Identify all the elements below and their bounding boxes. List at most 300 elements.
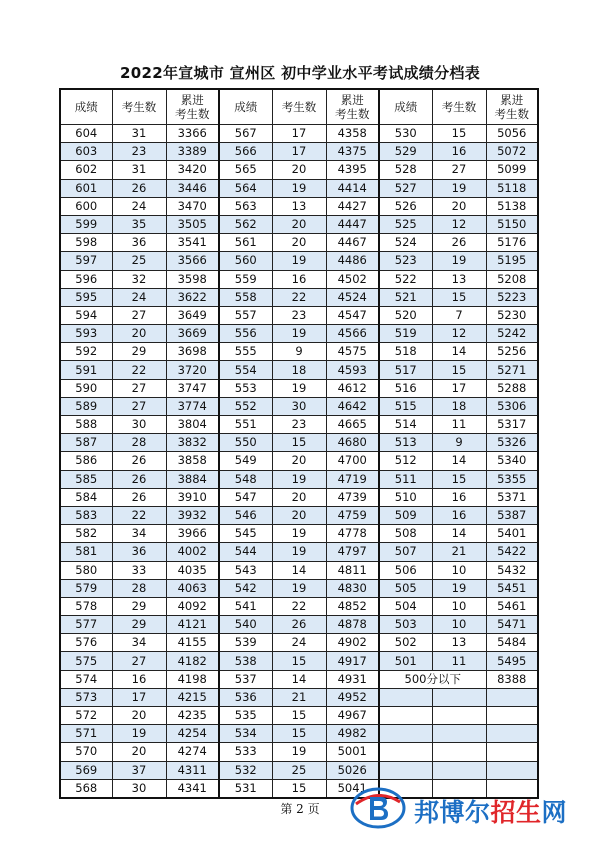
table-cell: 565 <box>219 161 272 179</box>
table-cell: 23 <box>272 416 326 434</box>
table-cell <box>486 761 538 779</box>
table-cell: 568 <box>60 779 112 798</box>
table-cell: 503 <box>379 616 432 634</box>
table-cell: 580 <box>60 561 112 579</box>
table-cell: 34 <box>112 525 166 543</box>
table-cell: 521 <box>379 288 432 306</box>
table-cell: 571 <box>60 725 112 743</box>
table-cell: 16 <box>432 143 486 161</box>
table-cell: 17 <box>272 125 326 143</box>
table-cell: 559 <box>219 270 272 288</box>
table-cell: 13 <box>432 634 486 652</box>
table-cell: 589 <box>60 397 112 415</box>
table-cell: 508 <box>379 525 432 543</box>
table-cell: 553 <box>219 379 272 397</box>
table-cell: 5432 <box>486 561 538 579</box>
table-cell: 5208 <box>486 270 538 288</box>
table-cell: 4414 <box>326 179 379 197</box>
table-cell <box>379 743 432 761</box>
table-cell: 538 <box>219 652 272 670</box>
table-cell: 541 <box>219 597 272 615</box>
table-cell: 10 <box>432 616 486 634</box>
table-cell: 4547 <box>326 306 379 324</box>
table-cell: 27 <box>112 379 166 397</box>
table-row <box>60 470 538 488</box>
table-cell: 5495 <box>486 652 538 670</box>
table-cell: 3966 <box>166 525 219 543</box>
table-cell: 4566 <box>326 325 379 343</box>
table-cell: 20 <box>112 707 166 725</box>
table-cell: 24 <box>112 197 166 215</box>
table-cell: 16 <box>432 506 486 524</box>
table-cell: 17 <box>272 143 326 161</box>
table-cell: 19 <box>272 525 326 543</box>
table-row <box>60 597 538 615</box>
table-cell: 4680 <box>326 434 379 452</box>
table-cell: 4917 <box>326 652 379 670</box>
table-cell: 528 <box>379 161 432 179</box>
table-cell: 5041 <box>326 779 379 798</box>
table-cell: 19 <box>112 725 166 743</box>
table-cell: 30 <box>112 779 166 798</box>
table-row <box>60 125 538 143</box>
table-cell: 4797 <box>326 543 379 561</box>
table-cell: 11 <box>432 416 486 434</box>
table-cell: 604 <box>60 125 112 143</box>
table-cell: 3649 <box>166 306 219 324</box>
table-cell: 504 <box>379 597 432 615</box>
table-cell: 3932 <box>166 506 219 524</box>
table-cell: 10 <box>432 561 486 579</box>
table-cell: 15 <box>432 470 486 488</box>
table-cell: 4341 <box>166 779 219 798</box>
table-cell: 19 <box>272 579 326 597</box>
table-row <box>60 543 538 561</box>
table-cell: 561 <box>219 234 272 252</box>
column-header: 成绩 <box>379 89 432 125</box>
table-cell: 3720 <box>166 361 219 379</box>
table-cell: 8388 <box>486 670 538 688</box>
table-cell: 9 <box>272 343 326 361</box>
table-cell: 4778 <box>326 525 379 543</box>
table-cell: 12 <box>432 215 486 233</box>
table-cell: 36 <box>112 543 166 561</box>
table-cell: 590 <box>60 379 112 397</box>
table-cell: 27 <box>112 397 166 415</box>
table-cell: 527 <box>379 179 432 197</box>
table-cell: 7 <box>432 306 486 324</box>
table-cell: 4235 <box>166 707 219 725</box>
table-cell: 598 <box>60 234 112 252</box>
table-cell <box>379 688 432 706</box>
table-cell: 14 <box>272 670 326 688</box>
table-cell: 20 <box>112 743 166 761</box>
table-cell <box>486 707 538 725</box>
table-cell: 19 <box>272 543 326 561</box>
table-cell: 3505 <box>166 215 219 233</box>
table-cell: 572 <box>60 707 112 725</box>
table-cell: 5001 <box>326 743 379 761</box>
table-cell: 583 <box>60 506 112 524</box>
table-cell: 15 <box>272 434 326 452</box>
table-cell: 14 <box>432 343 486 361</box>
table-row <box>60 161 538 179</box>
table-cell: 20 <box>112 325 166 343</box>
table-cell: 4182 <box>166 652 219 670</box>
table-cell: 4155 <box>166 634 219 652</box>
table-cell: 3774 <box>166 397 219 415</box>
table-cell: 4035 <box>166 561 219 579</box>
table-cell <box>379 761 432 779</box>
table-cell: 557 <box>219 306 272 324</box>
table-cell: 36 <box>112 234 166 252</box>
table-row <box>60 288 538 306</box>
table-cell: 569 <box>60 761 112 779</box>
table-cell: 5422 <box>486 543 538 561</box>
column-header: 考生数 <box>432 89 486 125</box>
table-cell: 600 <box>60 197 112 215</box>
table-cell: 566 <box>219 143 272 161</box>
table-header-row <box>60 89 538 125</box>
table-cell: 14 <box>432 525 486 543</box>
table-cell: 5317 <box>486 416 538 434</box>
table-cell: 4642 <box>326 397 379 415</box>
table-cell: 4502 <box>326 270 379 288</box>
table-cell: 535 <box>219 707 272 725</box>
table-cell: 551 <box>219 416 272 434</box>
table-cell: 10 <box>432 597 486 615</box>
table-cell: 530 <box>379 125 432 143</box>
table-cell: 526 <box>379 197 432 215</box>
table-cell: 579 <box>60 579 112 597</box>
table-cell: 4358 <box>326 125 379 143</box>
table-cell: 567 <box>219 125 272 143</box>
table-cell: 564 <box>219 179 272 197</box>
table-cell: 586 <box>60 452 112 470</box>
table-cell <box>432 725 486 743</box>
table-cell: 3858 <box>166 452 219 470</box>
table-cell: 4375 <box>326 143 379 161</box>
table-cell: 23 <box>272 306 326 324</box>
table-cell: 4002 <box>166 543 219 561</box>
table-cell: 11 <box>432 652 486 670</box>
table-cell <box>486 725 538 743</box>
table-cell: 594 <box>60 306 112 324</box>
logo-text-main: 邦博尔 <box>414 798 491 827</box>
table-row <box>60 506 538 524</box>
table-cell: 12 <box>432 325 486 343</box>
table-cell: 4447 <box>326 215 379 233</box>
site-logo <box>350 784 595 832</box>
table-cell: 14 <box>272 561 326 579</box>
table-cell: 596 <box>60 270 112 288</box>
table-cell: 585 <box>60 470 112 488</box>
table-cell: 520 <box>379 306 432 324</box>
table-cell: 22 <box>272 597 326 615</box>
table-cell: 19 <box>432 252 486 270</box>
table-cell: 502 <box>379 634 432 652</box>
table-cell: 512 <box>379 452 432 470</box>
table-cell: 4830 <box>326 579 379 597</box>
table-cell: 4982 <box>326 725 379 743</box>
table-cell: 5288 <box>486 379 538 397</box>
column-header: 考生数 <box>112 89 166 125</box>
column-header: 累进 考生数 <box>486 89 538 125</box>
table-cell: 525 <box>379 215 432 233</box>
table-cell: 5484 <box>486 634 538 652</box>
table-row <box>60 197 538 215</box>
table-cell: 3832 <box>166 434 219 452</box>
table-cell: 578 <box>60 597 112 615</box>
table-cell: 539 <box>219 634 272 652</box>
table-cell: 9 <box>432 434 486 452</box>
table-cell: 4274 <box>166 743 219 761</box>
table-row <box>60 452 538 470</box>
table-cell: 4121 <box>166 616 219 634</box>
table-cell: 31 <box>112 161 166 179</box>
table-cell: 5072 <box>486 143 538 161</box>
table-cell: 26 <box>272 616 326 634</box>
table-cell: 533 <box>219 743 272 761</box>
table-cell: 27 <box>112 306 166 324</box>
table-cell: 531 <box>219 779 272 798</box>
table-cell: 532 <box>219 761 272 779</box>
table-cell <box>432 688 486 706</box>
table-cell: 540 <box>219 616 272 634</box>
table-cell: 20 <box>272 452 326 470</box>
table-cell: 3366 <box>166 125 219 143</box>
table-cell <box>379 725 432 743</box>
table-cell: 4254 <box>166 725 219 743</box>
table-cell: 4612 <box>326 379 379 397</box>
table-cell: 21 <box>272 688 326 706</box>
table-cell: 3747 <box>166 379 219 397</box>
table-cell: 21 <box>432 543 486 561</box>
table-cell: 29 <box>112 597 166 615</box>
table-cell: 25 <box>112 252 166 270</box>
table-cell: 16 <box>112 670 166 688</box>
table-cell: 4931 <box>326 670 379 688</box>
table-cell: 4878 <box>326 616 379 634</box>
table-cell: 4719 <box>326 470 379 488</box>
table-cell: 501 <box>379 652 432 670</box>
table-cell: 4311 <box>166 761 219 779</box>
table-cell: 556 <box>219 325 272 343</box>
table-cell: 30 <box>112 416 166 434</box>
table-row <box>60 725 538 743</box>
document-title: 2022年宣城市 宣州区 初中学业水平考试成绩分档表 <box>120 64 480 82</box>
table-cell: 543 <box>219 561 272 579</box>
column-header: 累进 考生数 <box>166 89 219 125</box>
table-cell: 4486 <box>326 252 379 270</box>
table-cell: 4593 <box>326 361 379 379</box>
table-cell: 18 <box>272 361 326 379</box>
table-cell: 584 <box>60 488 112 506</box>
table-cell: 15 <box>432 361 486 379</box>
table-cell: 37 <box>112 761 166 779</box>
table-cell: 15 <box>272 779 326 798</box>
table-cell: 26 <box>432 234 486 252</box>
table-cell: 35 <box>112 215 166 233</box>
table-cell: 19 <box>272 179 326 197</box>
table-row <box>60 215 538 233</box>
table-cell: 15 <box>432 288 486 306</box>
table-cell: 597 <box>60 252 112 270</box>
table-cell: 4575 <box>326 343 379 361</box>
table-cell: 5387 <box>486 506 538 524</box>
table-cell: 34 <box>112 634 166 652</box>
table-cell: 509 <box>379 506 432 524</box>
table-cell: 3598 <box>166 270 219 288</box>
table-cell: 513 <box>379 434 432 452</box>
table-cell: 515 <box>379 397 432 415</box>
table-row <box>60 688 538 706</box>
table-cell: 4902 <box>326 634 379 652</box>
table-cell: 5056 <box>486 125 538 143</box>
table-cell: 15 <box>272 652 326 670</box>
table-cell: 603 <box>60 143 112 161</box>
table-cell: 602 <box>60 161 112 179</box>
table-cell: 22 <box>272 288 326 306</box>
table-cell: 4759 <box>326 506 379 524</box>
table-cell: 3698 <box>166 343 219 361</box>
table-cell <box>432 743 486 761</box>
table-cell: 14 <box>432 452 486 470</box>
table-cell: 28 <box>112 579 166 597</box>
table-cell: 4427 <box>326 197 379 215</box>
table-cell: 15 <box>272 707 326 725</box>
table-cell: 4395 <box>326 161 379 179</box>
table-cell: 4952 <box>326 688 379 706</box>
table-cell: 20 <box>272 234 326 252</box>
table-cell: 524 <box>379 234 432 252</box>
table-cell: 4198 <box>166 670 219 688</box>
table-cell: 16 <box>272 270 326 288</box>
table-cell: 32 <box>112 270 166 288</box>
table-cell: 20 <box>432 197 486 215</box>
table-row <box>60 670 538 688</box>
table-row <box>60 343 538 361</box>
table-cell: 3622 <box>166 288 219 306</box>
table-cell: 4700 <box>326 452 379 470</box>
table-cell: 3389 <box>166 143 219 161</box>
table-row <box>60 252 538 270</box>
table-cell <box>379 707 432 725</box>
table-cell: 4063 <box>166 579 219 597</box>
table-cell: 24 <box>272 634 326 652</box>
table-cell: 27 <box>432 161 486 179</box>
table-cell <box>486 743 538 761</box>
table-cell: 5242 <box>486 325 538 343</box>
table-cell: 505 <box>379 579 432 597</box>
table-cell: 545 <box>219 525 272 543</box>
table-cell: 19 <box>272 379 326 397</box>
table-cell: 550 <box>219 434 272 452</box>
table-cell: 20 <box>272 215 326 233</box>
table-cell: 5340 <box>486 452 538 470</box>
table-cell: 19 <box>272 252 326 270</box>
table-cell: 19 <box>272 743 326 761</box>
table-cell: 4811 <box>326 561 379 579</box>
table-cell: 15 <box>432 125 486 143</box>
table-row <box>60 579 538 597</box>
table-cell: 3804 <box>166 416 219 434</box>
table-cell: 17 <box>432 379 486 397</box>
table-cell: 542 <box>219 579 272 597</box>
logo-text-end: 网 <box>541 798 568 827</box>
table-cell: 5195 <box>486 252 538 270</box>
column-header: 考生数 <box>272 89 326 125</box>
table-row <box>60 707 538 725</box>
table-cell: 519 <box>379 325 432 343</box>
table-cell: 5326 <box>486 434 538 452</box>
table-cell: 26 <box>112 470 166 488</box>
table-cell: 5451 <box>486 579 538 597</box>
table-cell: 5371 <box>486 488 538 506</box>
table-row <box>60 270 538 288</box>
table-cell: 29 <box>112 343 166 361</box>
table-cell: 13 <box>272 197 326 215</box>
table-cell: 575 <box>60 652 112 670</box>
b-circle-logo-icon <box>350 786 406 830</box>
table-cell: 18 <box>432 397 486 415</box>
table-cell: 536 <box>219 688 272 706</box>
table-row <box>60 634 538 652</box>
table-cell: 4852 <box>326 597 379 615</box>
table-cell: 23 <box>112 143 166 161</box>
table-row <box>60 652 538 670</box>
table-cell: 5026 <box>326 761 379 779</box>
table-body <box>60 125 538 798</box>
table-cell: 22 <box>112 361 166 379</box>
table-cell: 549 <box>219 452 272 470</box>
table-row <box>60 234 538 252</box>
table-cell: 599 <box>60 215 112 233</box>
column-header: 累进 考生数 <box>326 89 379 125</box>
table-cell: 17 <box>112 688 166 706</box>
table-cell: 576 <box>60 634 112 652</box>
table-cell: 5099 <box>486 161 538 179</box>
table-cell: 31 <box>112 125 166 143</box>
table-row <box>60 325 538 343</box>
table-cell: 4215 <box>166 688 219 706</box>
table-cell: 5355 <box>486 470 538 488</box>
table-cell: 19 <box>272 470 326 488</box>
table-cell: 560 <box>219 252 272 270</box>
table-cell: 506 <box>379 561 432 579</box>
table-cell: 555 <box>219 343 272 361</box>
table-cell: 24 <box>112 288 166 306</box>
table-cell: 500分以下 <box>379 670 486 688</box>
table-cell: 26 <box>112 452 166 470</box>
table-cell: 5138 <box>486 197 538 215</box>
table-cell: 552 <box>219 397 272 415</box>
table-cell: 554 <box>219 361 272 379</box>
table-cell: 26 <box>112 488 166 506</box>
table-cell: 523 <box>379 252 432 270</box>
table-cell: 4524 <box>326 288 379 306</box>
table-cell: 601 <box>60 179 112 197</box>
table-cell: 4092 <box>166 597 219 615</box>
table-cell: 537 <box>219 670 272 688</box>
table-row <box>60 761 538 779</box>
table-cell: 558 <box>219 288 272 306</box>
table-cell: 574 <box>60 670 112 688</box>
table-cell: 19 <box>432 579 486 597</box>
table-cell: 544 <box>219 543 272 561</box>
table-cell: 5306 <box>486 397 538 415</box>
table-row <box>60 397 538 415</box>
